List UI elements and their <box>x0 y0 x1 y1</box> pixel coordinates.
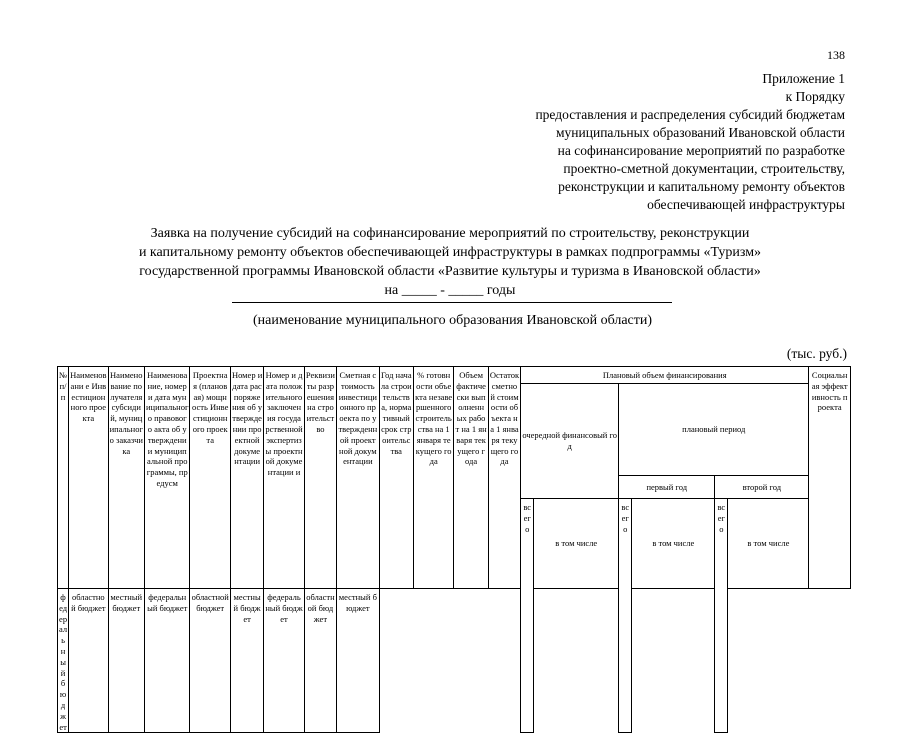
appendix-line: обеспечивающей инфраструктуры <box>647 197 845 212</box>
col-header: Наименовани е Инвестиционного проекта <box>69 367 108 589</box>
col-header: % готовности объекта незавершенного строительства на 1 января текущего года <box>413 367 453 589</box>
col-header: № п/п <box>58 367 69 589</box>
first-year-header: первый год <box>619 476 715 499</box>
appendix-line: на софинансирование мероприятий по разработке <box>557 143 845 158</box>
col-header: Номер и дата положительного заключения государственной экспертизы проектной документации и <box>264 367 304 589</box>
appendix-line: проектно-сметной документации, строительству, <box>563 161 845 176</box>
col-header: Проектная (плановая) мощность Инвестиционного проекта <box>190 367 230 589</box>
col-header: Остаток сметной стоимости объекта на 1 января текущего года <box>488 367 520 589</box>
federal-budget-header: федеральный бюджет <box>58 589 69 733</box>
municipality-underline <box>232 302 672 303</box>
federal-budget-header: федеральный бюджет <box>264 589 304 733</box>
page-number: 138 <box>827 48 845 62</box>
including-header: в том числе <box>534 499 619 589</box>
title-line: Заявка на получение субсидий на софинансирование мероприятий по строительству, реконструкции <box>150 226 750 241</box>
planning-period-header: плановый период <box>619 384 809 476</box>
local-budget-header: местный бюджет <box>108 589 144 733</box>
title-line: и капитальному ремонту объектов обеспечивающей инфраструктуры в рамках подпрограммы «Туризм» <box>138 245 762 260</box>
col-header: Год начала строительства, нормативный срок строительства <box>379 367 413 589</box>
title-line: на _____ - _____ годы <box>384 283 516 298</box>
regional-budget-header: областной бюджет <box>190 589 230 733</box>
application-title <box>80 224 820 300</box>
regional-budget-header: областной бюджет <box>304 589 336 733</box>
including-header: в том числе <box>728 499 809 589</box>
appendix-line: Приложение 1 <box>762 71 845 86</box>
federal-budget-header: федеральный бюджет <box>144 589 190 733</box>
appendix-line: к Порядку <box>785 89 845 104</box>
units-label: (тыс. руб.) <box>786 346 847 361</box>
appendix-line: муниципальных образований Ивановской области <box>556 125 845 140</box>
regional-budget-header: областной бюджет <box>69 589 108 733</box>
including-header: в том числе <box>632 499 715 589</box>
financing-table <box>57 366 851 733</box>
total-header: всего <box>521 499 534 733</box>
total-header: всего <box>715 499 728 733</box>
appendix-line: реконструкции и капитальному ремонту объектов <box>558 179 845 194</box>
social-efficiency-header: Социальная эффективность проекта <box>809 367 851 589</box>
col-header: Номер и дата распоряжения об утверждении проектной документации <box>230 367 263 589</box>
col-header: Реквизиты разрешения на строительство <box>304 367 336 589</box>
col-header: Наименование получателя субсидий, муниципального заказчика <box>108 367 144 589</box>
col-header: Объем фактически выполненных работ на 1 января текущего года <box>454 367 488 589</box>
second-year-header: второй год <box>715 476 809 499</box>
municipality-caption: (наименование муниципального образования Ивановской области) <box>252 313 653 328</box>
planned-financing-header: Плановый объем финансирования <box>521 367 809 384</box>
local-budget-header: местный бюджет <box>230 589 263 733</box>
col-header: Наименование, номер и дата муниципального правового акта об утверждении муниципальной программы, предусм <box>144 367 190 589</box>
appendix-header <box>385 70 845 214</box>
local-budget-header: местный бюджет <box>337 589 379 733</box>
total-header: всего <box>619 499 632 733</box>
appendix-line: предоставления и распределения субсидий бюджетам <box>535 107 845 122</box>
title-line: государственной программы Ивановской области «Развитие культуры и туризма в Ивановской области» <box>139 264 761 279</box>
current-year-header: очередной финансовый год <box>521 384 619 499</box>
col-header: Сметная стоимость инвестиционного проекта по утвержденной проектной документации <box>337 367 379 589</box>
